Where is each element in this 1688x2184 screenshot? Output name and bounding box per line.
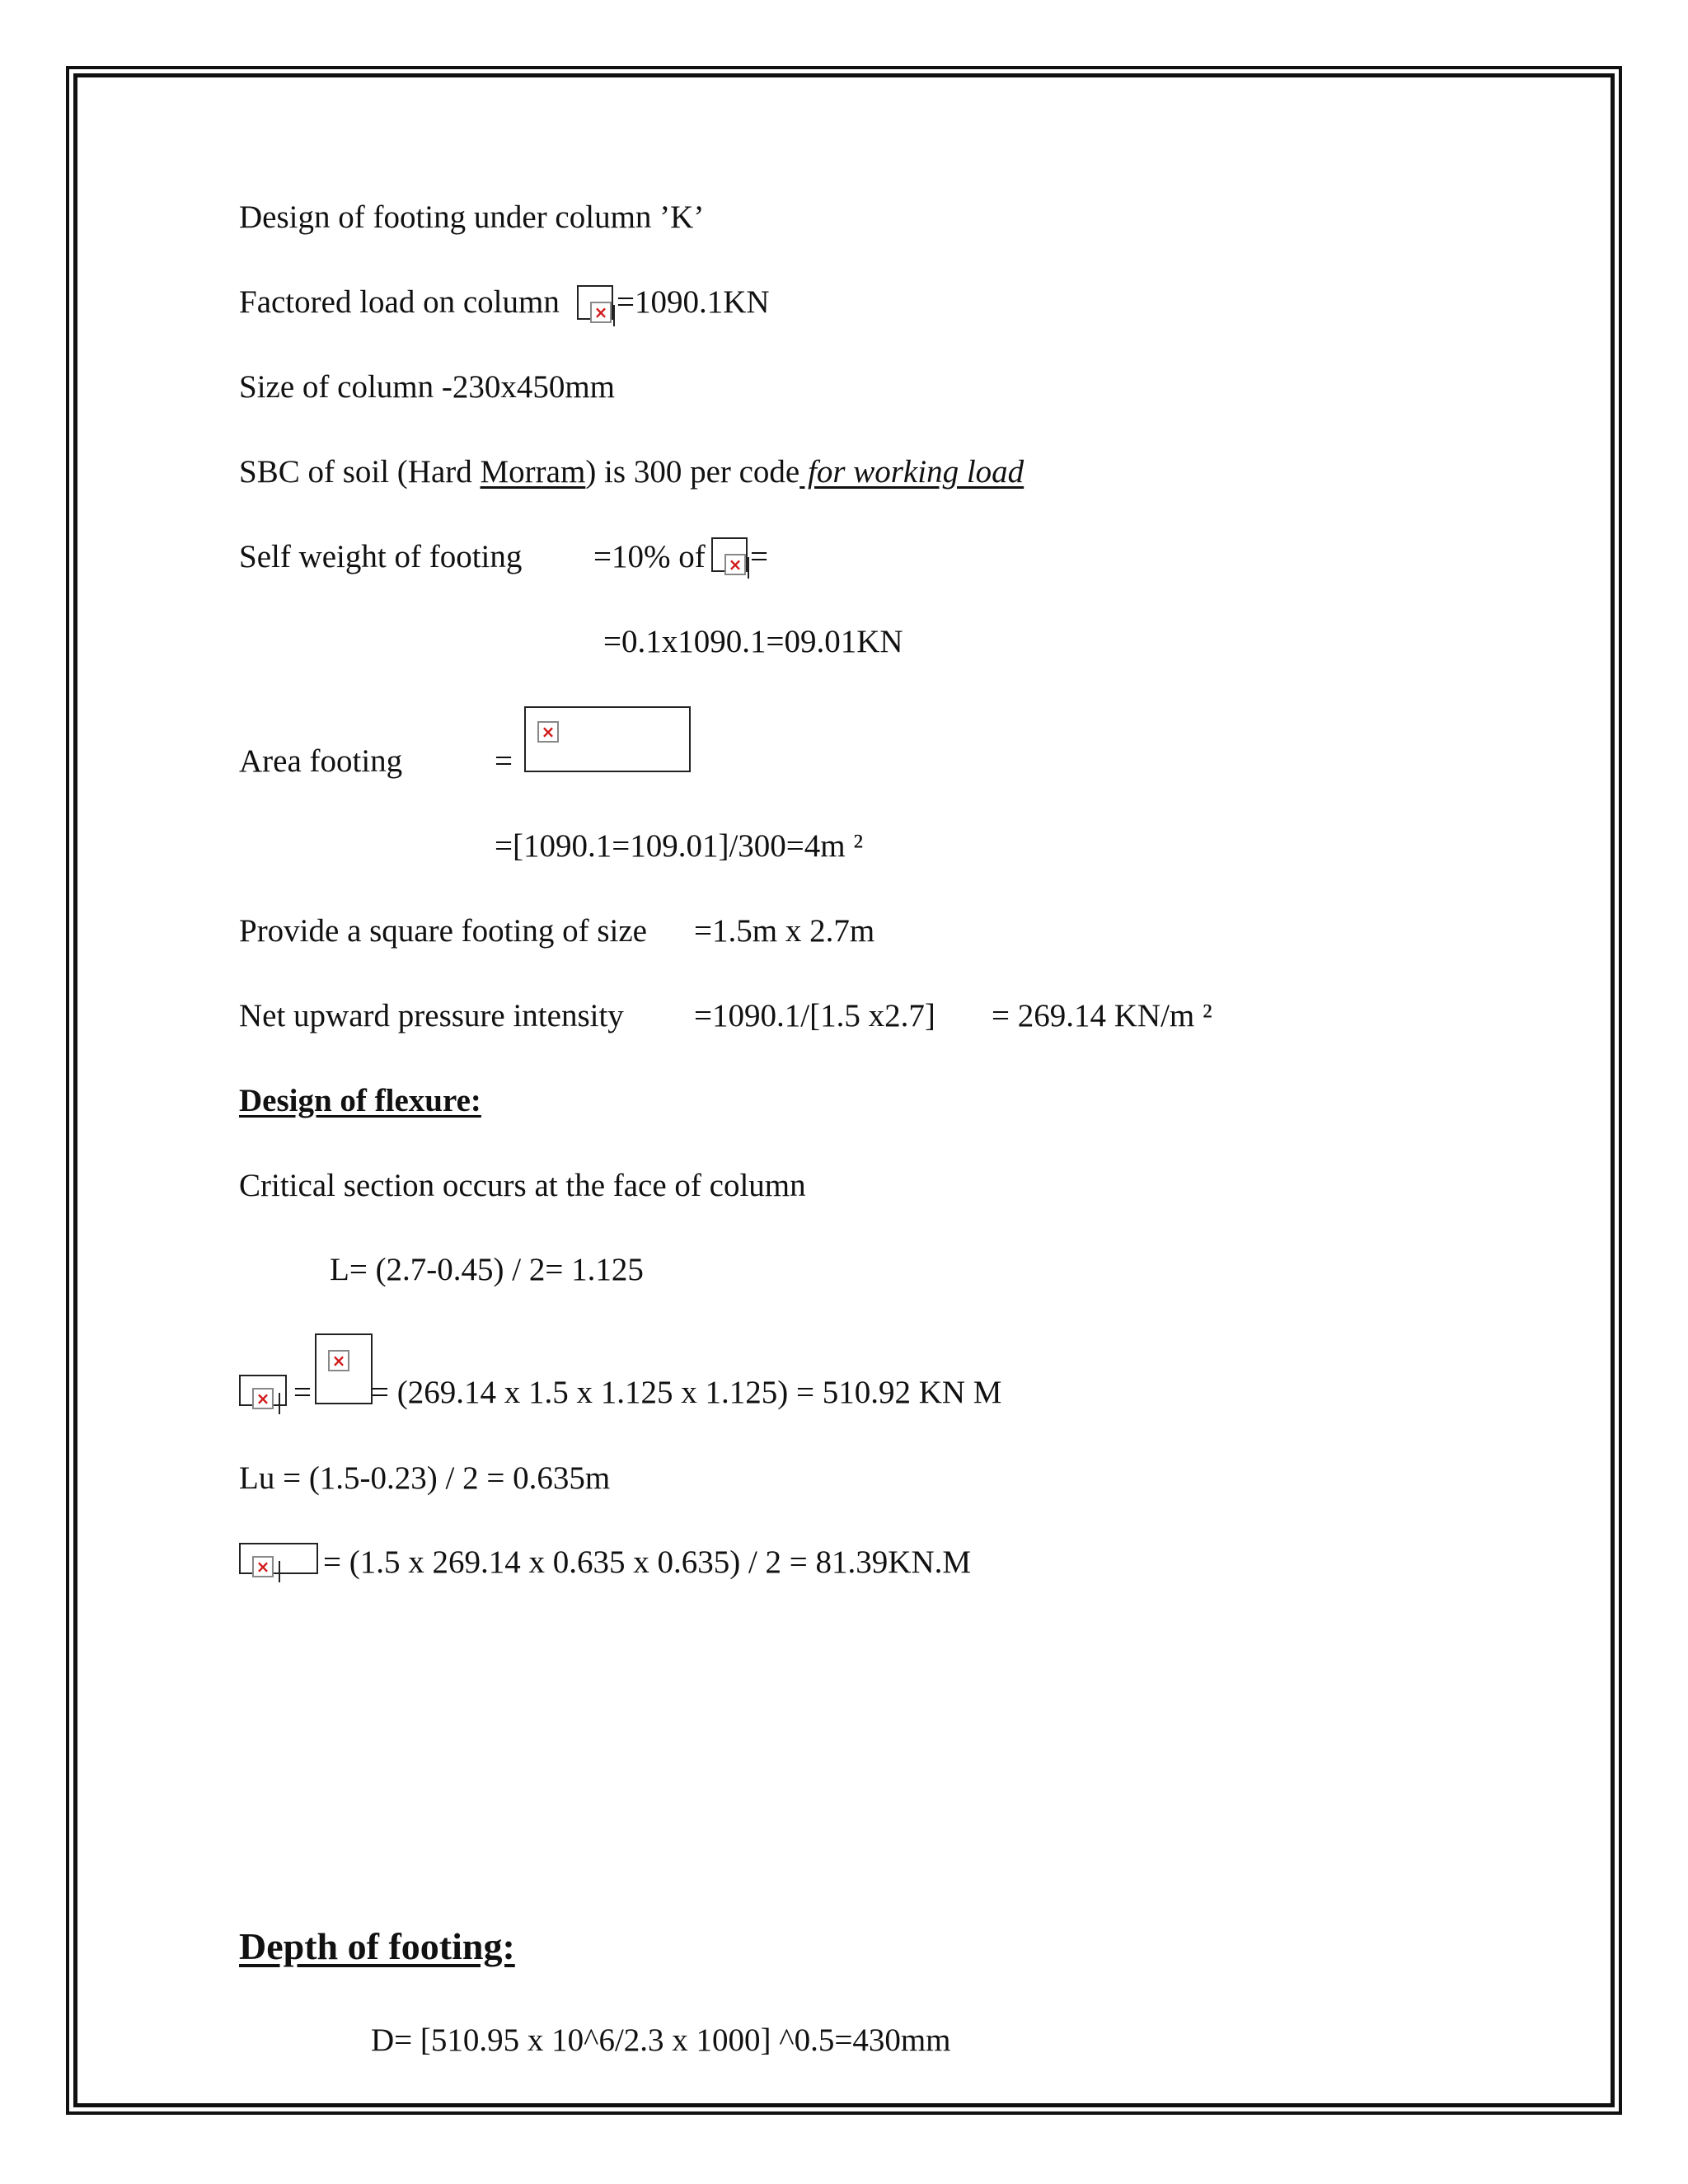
equation-image-placeholder: ×	[524, 706, 691, 772]
lu-calculation: Lu = (1.5-0.23) / 2 = 0.635m	[239, 1460, 611, 1496]
equation-cursor-mark	[279, 1561, 280, 1582]
depth-calculation: D= [510.95 x 10^6/2.3 x 1000] ^0.5=430mm	[371, 2022, 951, 2058]
sbc-prefix: SBC of soil (Hard	[239, 454, 481, 490]
self-weight-value: =10% of	[593, 539, 706, 574]
factored-load-value: =1090.1KN	[617, 284, 770, 320]
factored-load-label: Factored load on column	[239, 284, 568, 320]
equation-image-placeholder: ×	[577, 285, 613, 320]
square-footing-size: =1.5m x 2.7m	[694, 913, 875, 949]
area-footing-equals: =	[495, 743, 513, 779]
pressure-result: = 269.14 KN/m ²	[992, 998, 1212, 1033]
self-weight-calculation: =0.1x1090.1=09.01KN	[603, 624, 903, 659]
sbc-suffix: for working load	[799, 454, 1025, 490]
depth-heading: Depth of footing:	[239, 1925, 515, 1967]
equation-cursor-mark	[748, 557, 749, 579]
equation-image-placeholder: ×	[239, 1543, 318, 1574]
column-size: Size of column -230x450mm	[239, 369, 616, 405]
equation-image-placeholder: ×	[711, 537, 748, 572]
self-weight-label: Self weight of footing	[239, 539, 523, 574]
equation-cursor-mark	[279, 1393, 280, 1414]
pressure-expression: =1090.1/[1.5 x2.7]	[694, 998, 935, 1033]
pressure-label: Net upward pressure intensity	[239, 998, 624, 1033]
sbc-statement	[239, 453, 1024, 491]
area-calculation: =[1090.1=109.01]/300=4m ²	[495, 828, 864, 864]
moment2-expression: = (1.5 x 269.14 x 0.635 x 0.635) / 2 = 81.39KN.M	[323, 1544, 972, 1580]
equation-image-placeholder: ×	[239, 1375, 287, 1406]
critical-section-text: Critical section occurs at the face of column	[239, 1168, 806, 1203]
area-footing-label: Area footing	[239, 743, 403, 779]
flexure-heading: Design of flexure:	[239, 1083, 481, 1118]
moment1-expression: = (269.14 x 1.5 x 1.125 x 1.125) = 510.92 KN M	[371, 1375, 1002, 1410]
sbc-mid: ) is 300 per code	[585, 454, 800, 490]
sbc-soil-type: Morram	[480, 454, 586, 490]
moment1-equals: =	[293, 1375, 312, 1410]
self-weight-tail: =	[750, 539, 768, 574]
equation-cursor-mark	[613, 305, 615, 326]
document-title: Design of footing under column ’K’	[239, 199, 705, 235]
l-calculation: L= (2.7-0.45) / 2= 1.125	[330, 1252, 644, 1287]
equation-image-placeholder: ×	[315, 1333, 373, 1404]
square-footing-label: Provide a square footing of size	[239, 913, 647, 949]
